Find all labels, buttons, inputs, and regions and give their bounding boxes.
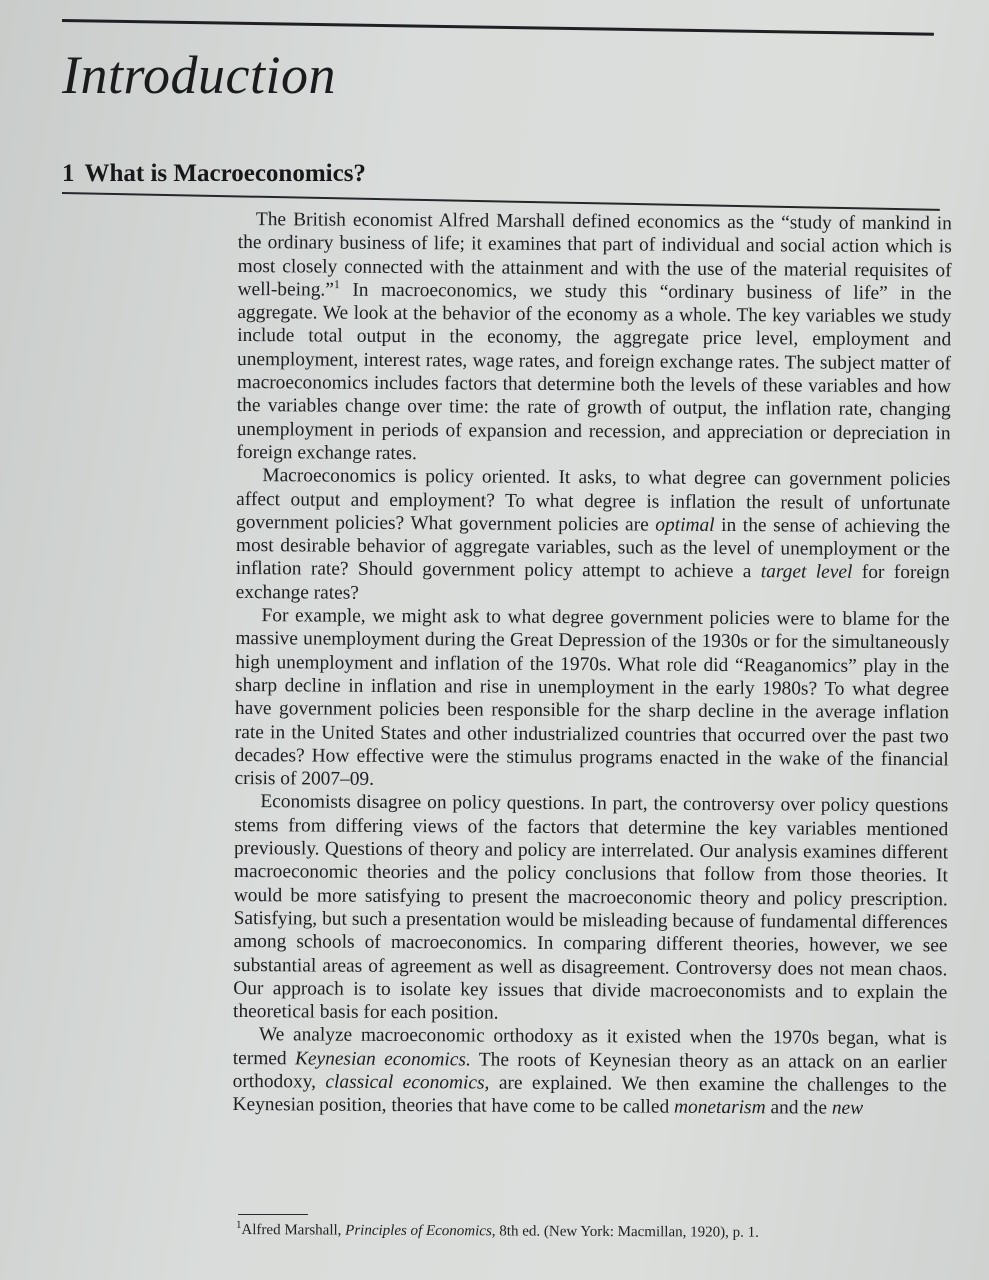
section-number: 1 [62, 160, 75, 187]
paragraph-2-text-c: for foreign exchange rates? [235, 562, 950, 604]
footnote [235, 1219, 759, 1242]
paragraph-5 [232, 1023, 947, 1121]
paragraph-5-text-a: We analyze macroeconomic orthodoxy as it existed when the 1970s began, what is termed [232, 1024, 947, 1070]
paragraph-3: For example, we might ask to what degree government policies were to blame for the massive unemployment during the Great Depression of the 1930s or for the simultaneously high unemployment and inflation of the 1970s. What role did “Reaganomics” play in the sharp decline in inflation and rise in unemployment in the early 1980s? To what degree have government policies been responsible for the sharp decline in the average inflation rate in the United States and other industrialized countries that occurred over the past two decades? How effective were the stimulus programs enacted in the wake of the financial crisis of 2007–09. [234, 605, 950, 790]
paragraph-1-text-b: In macroeconomics, we study this “ordinary business of life” in the aggregate. We look at the behavior of the economy as a whole. The key variables we study include total output in the economy, the aggregate price level, employment and unemployment, interest rates, wage rates, and foreign exchange rates. The subject matter of macroeconomics includes factors that determine both the levels of these variables and how the variables change over time: the rate of growth of output, the inflation rate, changing unemployment in periods of expansion and recession, and appreciation or depreciation in foreign exchange rates. [236, 279, 952, 465]
italic-classical-economics: classical economics, [325, 1071, 490, 1094]
footnote-number: 1 [235, 1219, 242, 1232]
paragraph-5-text-b: The roots of Keynesian theory as an attack on an earlier orthodoxy, [232, 1049, 947, 1093]
italic-target-level: target level [760, 561, 853, 584]
paragraph-5-text-c: are explained. We then examine the challenges to the Keynesian position, theories that have come to be called [232, 1072, 947, 1118]
top-rule [62, 19, 934, 36]
footnote-author: Alfred Marshall, [241, 1222, 346, 1239]
paragraph-2-text-b: in the sense of achieving the most desirable behavior of aggregate variables, such as the level of unemployment or the inflation rate? Should government policy attempt to achieve a [235, 514, 951, 583]
paragraph-2-text-a: Macroeconomics is policy oriented. It asks, to what degree can government policies affect output and employment? To what degree is inflation the result of unfortunate government policies? What government policies are [236, 465, 951, 536]
body-text [232, 208, 952, 1121]
italic-keynesian-economics: Keynesian economics. [294, 1048, 471, 1071]
section-rule [62, 192, 940, 211]
paragraph-1-text-a: The British economist Alfred Marshall defined economics as the “study of mankind in the ordinary business of life; it examines that part of individual and social action which is most closely connected with the attainment and with the use of the material requisites of well-being.” [237, 209, 952, 301]
section-title: What is Macroeconomics? [84, 160, 366, 187]
paragraph-5-text-d: and the [765, 1097, 832, 1119]
italic-monetarism: monetarism [673, 1096, 766, 1119]
italic-new: new [831, 1097, 864, 1120]
section-heading [62, 160, 366, 188]
paragraph-4: Economists disagree on policy questions. In part, the controversy over policy questions stems from differing views of the factors that determine the key variables mentioned previously. Questions of theory and policy are interrelated. Our analysis examines different macroeconomic theories and the policy conclusions that follow from those theories. It would be more satisfying to present the macroeconomic theory and policy prescription. Satisfying, but such a presentation would be misleading because of fundamental differences among schools of macroeconomics. In comparing different theories, however, we see substantial areas of agreement as well as disagreement. Controversy does not mean chaos. Our approach is to isolate key issues that divide macroeconomists and to explain the theoretical basis for each position. [233, 791, 949, 1024]
paragraph-1 [236, 208, 952, 469]
footnote-reference: 1 [333, 277, 340, 292]
italic-optimal: optimal [655, 514, 715, 536]
footnote-details: , 8th ed. (New York: Macmillan, 1920), p. 1. [491, 1223, 759, 1241]
paragraph-2 [236, 464, 951, 608]
footnote-rule [238, 1214, 308, 1215]
footnote-book-title: Principles of Economics [345, 1222, 492, 1240]
chapter-title: Introduction [62, 45, 336, 105]
